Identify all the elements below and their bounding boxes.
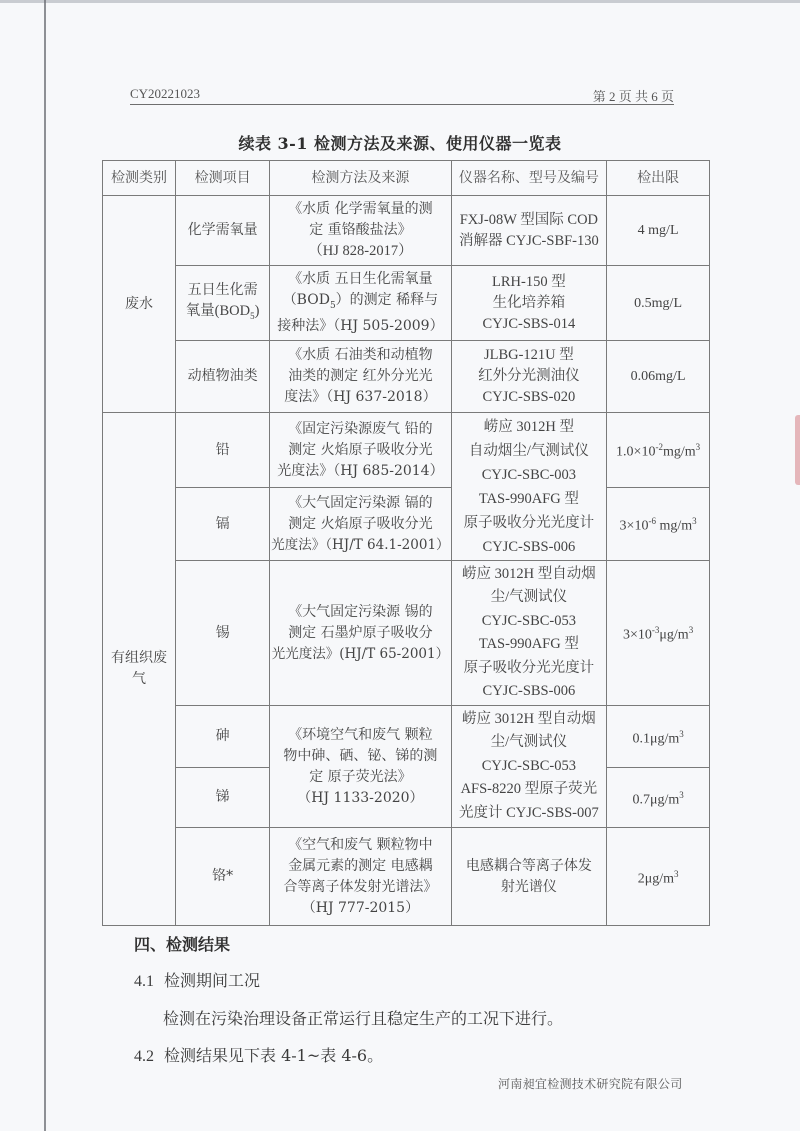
table-title: 续表 3-1 检测方法及来源、使用仪器一览表 — [238, 134, 562, 153]
category-cell: 废水 — [103, 196, 176, 413]
scan-top-edge — [0, 0, 800, 3]
limit-cell: $3\times 10^{-6}$ $mg/m^3$ — [607, 488, 710, 561]
limit-cell: 0.06mg/L — [607, 341, 710, 413]
col-header-limit: 检出限 — [607, 161, 710, 196]
item-cell: 锡 — [175, 561, 269, 706]
col-header-instrument: 仪器名称、型号及编号 — [451, 161, 607, 196]
limit-cell: 4 mg/L — [607, 196, 710, 266]
instrument-cell-merged: 崂应 3012H 型自动烟 尘/气测试仪 CYJC-SBC-053 AFS-8220 型原子荧光 光度计 CYJC-SBS-007 — [451, 706, 607, 828]
method-cell: 《水质 石油类和动植物 油类的测定 红外分光光 度法》（HJ 637-2018） — [270, 341, 451, 413]
item-cell: 铅 — [175, 413, 269, 488]
seal-stamp-fragment — [795, 415, 800, 485]
category-cell: 有组织废气 — [103, 413, 176, 926]
method-cell: 《固定污染源废气 铅的 测定 火焰原子吸收分光 光度法》（HJ 685-2014） — [270, 413, 451, 488]
section-4-heading: 四、检测结果 — [134, 935, 231, 954]
col-header-category: 检测类别 — [103, 161, 176, 196]
section-4-1-text: 检测在污染治理设备正常运行且稳定生产的工况下进行。 — [163, 1009, 564, 1028]
table-row — [103, 706, 710, 768]
limit-cell: 0.5mg/L — [607, 266, 710, 341]
table-row — [103, 266, 710, 341]
item-cell: 砷 — [175, 706, 269, 768]
table-row — [103, 561, 710, 706]
method-cell: 《水质 化学需氧量的测 定 重铬酸盐法》 （HJ 828-2017） — [270, 196, 451, 266]
footer-company-name: 河南昶宜检测技术研究院有限公司 — [498, 1077, 683, 1091]
method-cell: 《大气固定污染源 镉的 测定 火焰原子吸收分光 光度法》（HJ/T 64.1-2001） — [270, 488, 451, 561]
item-cell: 镉 — [175, 488, 269, 561]
scan-binding-edge — [44, 0, 46, 1131]
instrument-cell: FXJ-08W 型国际 COD 消解器 CYJC-SBF-130 — [451, 196, 607, 266]
method-cell: 《大气固定污染源 锡的 测定 石墨炉原子吸收分 光光度法》(HJ/T 65-2001） — [270, 561, 451, 706]
table-row — [103, 828, 710, 926]
item-cell: 动植物油类 — [175, 341, 269, 413]
limit-cell: $3\times 10^{-3}\mu g/m^3$ — [607, 561, 710, 706]
limit-cell: $1.0\times 10^{-2}mg/m^3$ — [607, 413, 710, 488]
page-header — [130, 84, 674, 105]
limit-cell: $0.1\mu g/m^3$ — [607, 706, 710, 768]
table-row — [103, 196, 710, 266]
section-4-1-heading: 4.1 检测期间工况 — [134, 971, 261, 990]
method-cell: 《水质 五日生化需氧量 $(BOD_5)$的测定 稀释与 接种法》（HJ 505-2009） — [270, 266, 451, 341]
limit-cell: $0.7\mu g/m^3$ — [607, 768, 710, 828]
method-cell: 《空气和废气 颗粒物中 金属元素的测定 电感耦 合等离子体发射光谱法》 （HJ 777-2015） — [270, 828, 451, 926]
col-header-method: 检测方法及来源 — [270, 161, 451, 196]
item-cell: 铬* — [175, 828, 269, 926]
limit-cell: $2\mu g/m^3$ — [607, 828, 710, 926]
item-cell: 五日生化需 氧量$(BOD_5)$ — [175, 266, 269, 341]
methods-instruments-table — [102, 160, 710, 926]
table-row — [103, 488, 710, 561]
instrument-cell-merged: 崂应 3012H 型 自动烟尘/气测试仪 CYJC-SBC-003 TAS-990AFG 型 原子吸收分光光度计 CYJC-SBS-006 — [451, 413, 607, 561]
method-cell-merged: 《环境空气和废气 颗粒 物中砷、硒、铋、锑的测 定 原子荧光法》 （HJ 1133-2020） — [270, 706, 451, 828]
item-cell: 锑 — [175, 768, 269, 828]
item-cell: 化学需氧量 — [175, 196, 269, 266]
page-indicator: 第 2 页 共 6 页 — [592, 89, 674, 104]
table-row — [103, 413, 710, 488]
table-header-row — [103, 161, 710, 196]
instrument-cell: LRH-150 型 生化培养箱 CYJC-SBS-014 — [451, 266, 607, 341]
instrument-cell: 崂应 3012H 型自动烟 尘/气测试仪 CYJC-SBC-053 TAS-990AFG 型 原子吸收分光光度计 CYJC-SBS-006 — [451, 561, 607, 706]
col-header-item: 检测项目 — [175, 161, 269, 196]
instrument-cell: 电感耦合等离子体发 射光谱仪 — [451, 828, 607, 926]
section-4-2-heading: 4.2 检测结果见下表 4-1~表 4-6。 — [134, 1046, 384, 1065]
document-id: CY20221023 — [130, 86, 201, 101]
instrument-cell: JLBG-121U 型 红外分光测油仪 CYJC-SBS-020 — [451, 341, 607, 413]
table-row — [103, 341, 710, 413]
